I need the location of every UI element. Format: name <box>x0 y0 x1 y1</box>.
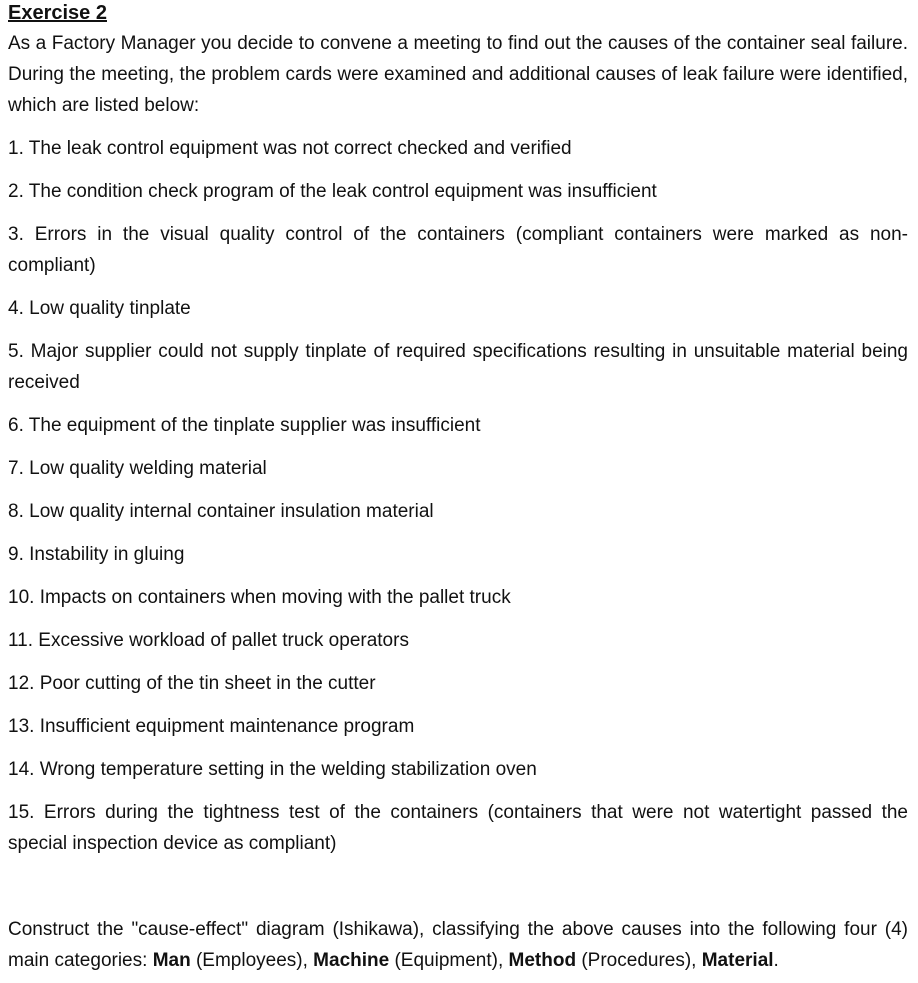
category-man: Man <box>152 950 191 971</box>
list-item: 8. Low quality internal container insulation material <box>8 501 434 522</box>
list-item: 14. Wrong temperature setting in the welding stabilization oven <box>8 759 537 780</box>
list-item: 11. Excessive workload of pallet truck operators <box>8 630 409 651</box>
list-item: 9. Instability in gluing <box>8 544 185 565</box>
list-item: 15. Errors during the tightness test of the containers (containers that were not watertight passed the special inspection device as compliant) <box>8 802 908 854</box>
list-item: 13. Insufficient equipment maintenance program <box>8 716 415 737</box>
category-man-desc: (Employees), <box>190 950 314 971</box>
list-item: 1. The leak control equipment was not correct checked and verified <box>8 138 572 159</box>
causes-list <box>8 133 908 859</box>
list-item: 7. Low quality welding material <box>8 458 267 479</box>
list-item: 3. Errors in the visual quality control of the containers (compliant containers were marked as non-compliant) <box>8 224 908 276</box>
document <box>8 0 908 976</box>
category-material: Material <box>701 950 774 971</box>
list-item: 5. Major supplier could not supply tinplate of required specifications resulting in unsuitable material being received <box>8 341 908 393</box>
list-item: 4. Low quality tinplate <box>8 298 191 319</box>
exercise-title: Exercise 2 <box>8 2 107 24</box>
list-item: 6. The equipment of the tinplate supplier was insufficient <box>8 415 481 436</box>
list-item: 12. Poor cutting of the tin sheet in the cutter <box>8 673 376 694</box>
list-item: 2. The condition check program of the leak control equipment was insufficient <box>8 181 657 202</box>
category-method: Method <box>508 950 577 971</box>
category-method-desc: (Procedures), <box>576 950 702 971</box>
list-item: 10. Impacts on containers when moving with the pallet truck <box>8 587 511 608</box>
task-paragraph <box>8 914 908 976</box>
category-machine: Machine <box>313 950 390 971</box>
category-machine-desc: (Equipment), <box>389 950 509 971</box>
intro-paragraph: As a Factory Manager you decide to convene a meeting to find out the causes of the container seal failure. During the meeting, the problem cards were examined and additional causes of leak failure were identified, which are listed below: <box>8 33 908 116</box>
task-suffix: . <box>773 950 779 971</box>
task-prefix: Construct the "cause-effect" diagram (Ishikawa), classifying the above causes into the following four (4) main categories: <box>8 919 908 971</box>
